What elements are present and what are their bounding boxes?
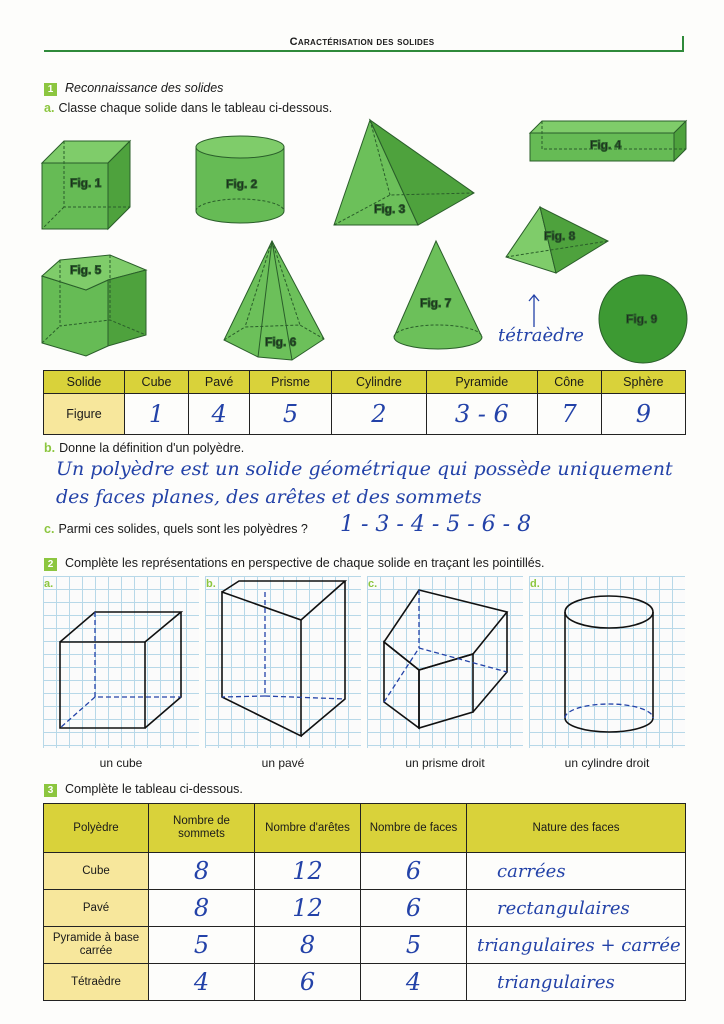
row-name: Pyramide à base carrée [44,927,149,964]
fig6-label: Fig. 6 [265,335,297,349]
th-cone: Cône [537,371,601,394]
th-nature: Nature des faces [467,804,686,853]
cell-aretes: 12 [255,890,361,927]
page-title: Caractérisation des solides [289,36,435,48]
fig9-sphere [599,275,687,363]
row-name: Tétraèdre [44,964,149,1001]
fig3-label: Fig. 3 [374,202,406,216]
b-answer-line2: des faces planes, des arêtes et des sommets [56,486,482,508]
fig8-tetrahedron [506,207,608,273]
ex1-heading [44,81,223,96]
ex2-heading [44,556,544,571]
ex3-heading [44,782,243,797]
panel-c [367,576,523,748]
cell-nature: triangulaires [467,964,686,1001]
row-label-figure: Figure [44,394,125,435]
cube-drawing [43,576,199,748]
ex2-number: 2 [44,558,57,571]
caption-cylindre: un cylindre droit [564,756,650,770]
th-pyramide: Pyramide [426,371,537,394]
polyhedra-table [43,803,686,1001]
caption-cube: un cube [99,756,143,770]
fig2-cylinder [196,136,284,223]
cell-sommets: 5 [149,927,255,964]
cell-faces: 5 [361,927,467,964]
cuboid-drawing [205,576,361,748]
solids-table [43,370,686,435]
ex1-number: 1 [44,83,57,96]
th-faces: Nombre de faces [361,804,467,853]
fig4-label: Fig. 4 [590,138,622,152]
fig7-cone [394,241,482,349]
cell-sphere: 9 [601,394,685,435]
polyhedra-table-header [44,804,686,853]
solids-table-header [44,371,686,394]
caption-prisme: un prisme droit [405,756,485,770]
fig9-label: Fig. 9 [626,312,658,326]
tetra-arrow-icon [529,295,539,327]
solids-table-row [44,394,686,435]
th-aretes: Nombre d'arêtes [255,804,361,853]
cell-sommets: 8 [149,853,255,890]
fig7-label: Fig. 7 [420,296,452,310]
ex1-b-letter: b. [44,441,56,455]
cell-faces: 6 [361,853,467,890]
fig1-label: Fig. 1 [70,176,102,190]
solids-illustration [0,115,724,370]
cell-nature: triangulaires + carrée [467,927,686,964]
cell-pyramide: 3 - 6 [426,394,537,435]
fig6-pyramid [224,241,324,360]
ex1-b-instruction [44,441,244,455]
th-cylindre: Cylindre [331,371,426,394]
panel-b-letter: b. [206,578,216,590]
ex1-title: Reconnaissance des solides [65,81,224,95]
panel-d [529,576,685,748]
panel-b [205,576,361,748]
ex3-number: 3 [44,784,57,797]
cell-cube: 1 [125,394,189,435]
th-cube: Cube [125,371,189,394]
cell-aretes: 12 [255,853,361,890]
ex3-text: Complète le tableau ci-dessous. [65,782,243,796]
fig5-prism [42,255,146,356]
cell-cone: 7 [537,394,601,435]
th-prisme: Prisme [250,371,332,394]
cell-aretes: 6 [255,964,361,1001]
fig1-cube [42,141,130,229]
panel-a-letter: a. [44,578,54,590]
row-name: Cube [44,853,149,890]
cell-faces: 6 [361,890,467,927]
tetra-note: tétraèdre [498,325,584,346]
fig4-cuboid [530,121,686,161]
caption-pave: un pavé [261,756,305,770]
fig5-label: Fig. 5 [70,263,102,277]
table-row [44,890,686,927]
ex1-b-text: Donne la définition d'un polyèdre. [59,441,245,455]
th-sommets: Nombre de sommets [149,804,255,853]
cell-sommets: 4 [149,964,255,1001]
table-row [44,853,686,890]
cell-faces: 4 [361,964,467,1001]
table-row [44,927,686,964]
cell-nature: rectangulaires [467,890,686,927]
cell-cylindre: 2 [331,394,426,435]
th-pave: Pavé [189,371,250,394]
row-name: Pavé [44,890,149,927]
panel-d-letter: d. [530,578,540,590]
ex1-a-letter: a. [44,101,55,115]
b-answer-line1: Un polyèdre est un solide géométrique qui possède uniquement [56,458,673,480]
cylinder-drawing [529,576,685,748]
fig2-label: Fig. 2 [226,177,258,191]
ex2-text: Complète les représentations en perspective de chaque solide en traçant les pointillés. [65,556,545,570]
c-answer: 1 - 3 - 4 - 5 - 6 - 8 [340,512,532,537]
ex1-a-text: Classe chaque solide dans le tableau ci-dessous. [58,101,333,115]
cell-aretes: 8 [255,927,361,964]
table-row [44,964,686,1001]
header-rule [44,50,684,52]
panel-c-letter: c. [368,578,378,590]
th-polyedre: Polyèdre [44,804,149,853]
fig8-label: Fig. 8 [544,229,576,243]
prism-drawing [367,576,523,748]
ex1-c-instruction [44,522,308,536]
th-solide: Solide [44,371,125,394]
fig3-pyramid [334,120,474,225]
cell-nature: carrées [467,853,686,890]
panel-a [43,576,199,748]
ex1-c-text: Parmi ces solides, quels sont les polyèdres ? [58,522,308,536]
cell-prisme: 5 [250,394,332,435]
cell-pave: 4 [189,394,250,435]
th-sphere: Sphère [601,371,685,394]
ex1-a-instruction [44,101,332,115]
ex1-c-letter: c. [44,522,55,536]
header-tick [682,36,684,52]
cell-sommets: 8 [149,890,255,927]
